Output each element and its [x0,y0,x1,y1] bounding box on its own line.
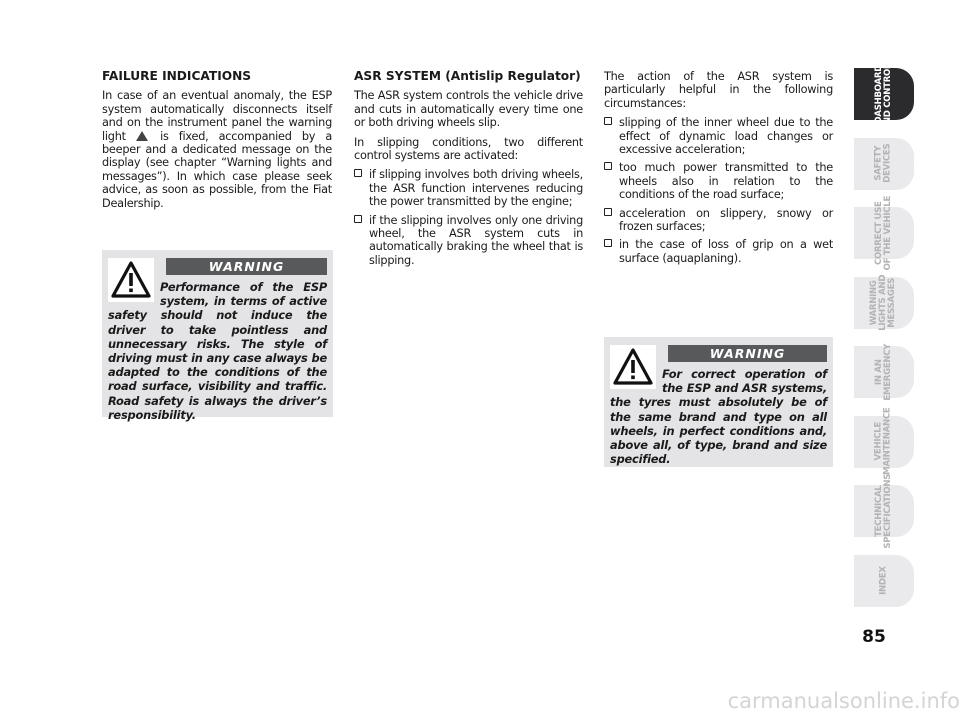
asr-bullet-list [354,168,583,267]
warning-text: For correct operation of the ESP and ASR systems, the tyres must absolutely be of the same brand and type on all wheels, in perfect conditions and, above all, of type, brand and size specified. [610,367,827,467]
list-item: slipping of the inner wheel due to the effect of dynamic load changes or excessive acceleration; [604,116,833,156]
warning-light-icon [136,131,148,141]
warning-triangle-icon [108,258,154,302]
chapter-tabs [854,57,916,624]
warning-box-esp [102,250,333,422]
list-item: if slipping involves both driving wheels, the ASR function intervenes reducing the power transmitted by the engine; [354,168,583,208]
warning-label: WARNING [668,345,827,362]
tab-correct-use[interactable]: CORRECT USE OF THE VEHICLE [854,207,916,259]
list-item: if the slipping involves only one driving wheel, the ASR system cuts in automatically braking the wheel that is slipping. [354,214,583,268]
column-failure-indications [102,70,332,216]
asr-heading: ASR SYSTEM (Antislip Regulator) [354,69,581,83]
list-item: too much power transmitted to the wheels also in relation to the conditions of the road surface; [604,161,833,201]
asr-lead: In slipping conditions, two different control systems are activated: [354,135,583,163]
list-item: in the case of loss of grip on a wet surface (aquaplaning). [604,238,833,265]
failure-indications-text: In case of an eventual anomaly, the ESP system automatically disconnects itself and on the instrument panel the warning light is fixed, accompanied by a beeper and a dedicated message on the display (see chapter “Warning lights and messages”). In which case please seek advice, as soon as possible, from the Fiat Dealership. [102,89,333,210]
warning-triangle-icon [610,345,656,389]
checkbox-bullet-icon [604,208,612,216]
tab-warning-lights[interactable]: WARNING LIGHTS AND MESSAGES [854,277,916,329]
checkbox-bullet-icon [604,117,612,125]
checkbox-bullet-icon [604,162,612,170]
asr-circumstances-intro: The action of the ASR system is particularly helpful in the following circumstances: [604,70,833,110]
warning-box-tyres [604,337,833,467]
checkbox-bullet-icon [604,239,612,247]
checkbox-bullet-icon [354,169,362,177]
tab-dashboard-and-controls[interactable]: DASHBOARD AND CONTROLS [854,68,916,120]
asr-intro: The ASR system controls the vehicle drive and cuts in automatically every time one or both driving wheels slip. [354,89,583,130]
list-item: acceleration on slippery, snowy or frozen surfaces; [604,207,833,234]
circumstances-bullet-list [604,116,833,265]
tab-technical-specifications[interactable]: TECHNICAL SPECIFICATIONS [854,485,916,537]
warning-label: WARNING [166,258,327,275]
tab-in-an-emergency[interactable]: IN AN EMERGENCY [854,346,916,398]
failure-indications-heading: FAILURE INDICATIONS [102,69,252,83]
tab-vehicle-maintenance[interactable]: VEHICLE MAINTENANCE [854,416,916,468]
tab-index[interactable]: INDEX [854,555,916,607]
warning-text: Performance of the ESP system, in terms of active safety should not induce the driver to take pointless and unnecessary risks. The style of driving must in any case always be adapted to the conditions of the road surface, visibility and traffic. Road safety is always the driver’s responsibility. [108,280,327,422]
footer-watermark: carmanualsonline.info [727,689,960,713]
column-asr-circumstances [604,70,833,270]
checkbox-bullet-icon [354,215,362,223]
column-asr-system [354,70,583,272]
page-number: 85 [862,627,886,647]
tab-safety-devices[interactable]: SAFETY DEVICES [854,138,916,190]
